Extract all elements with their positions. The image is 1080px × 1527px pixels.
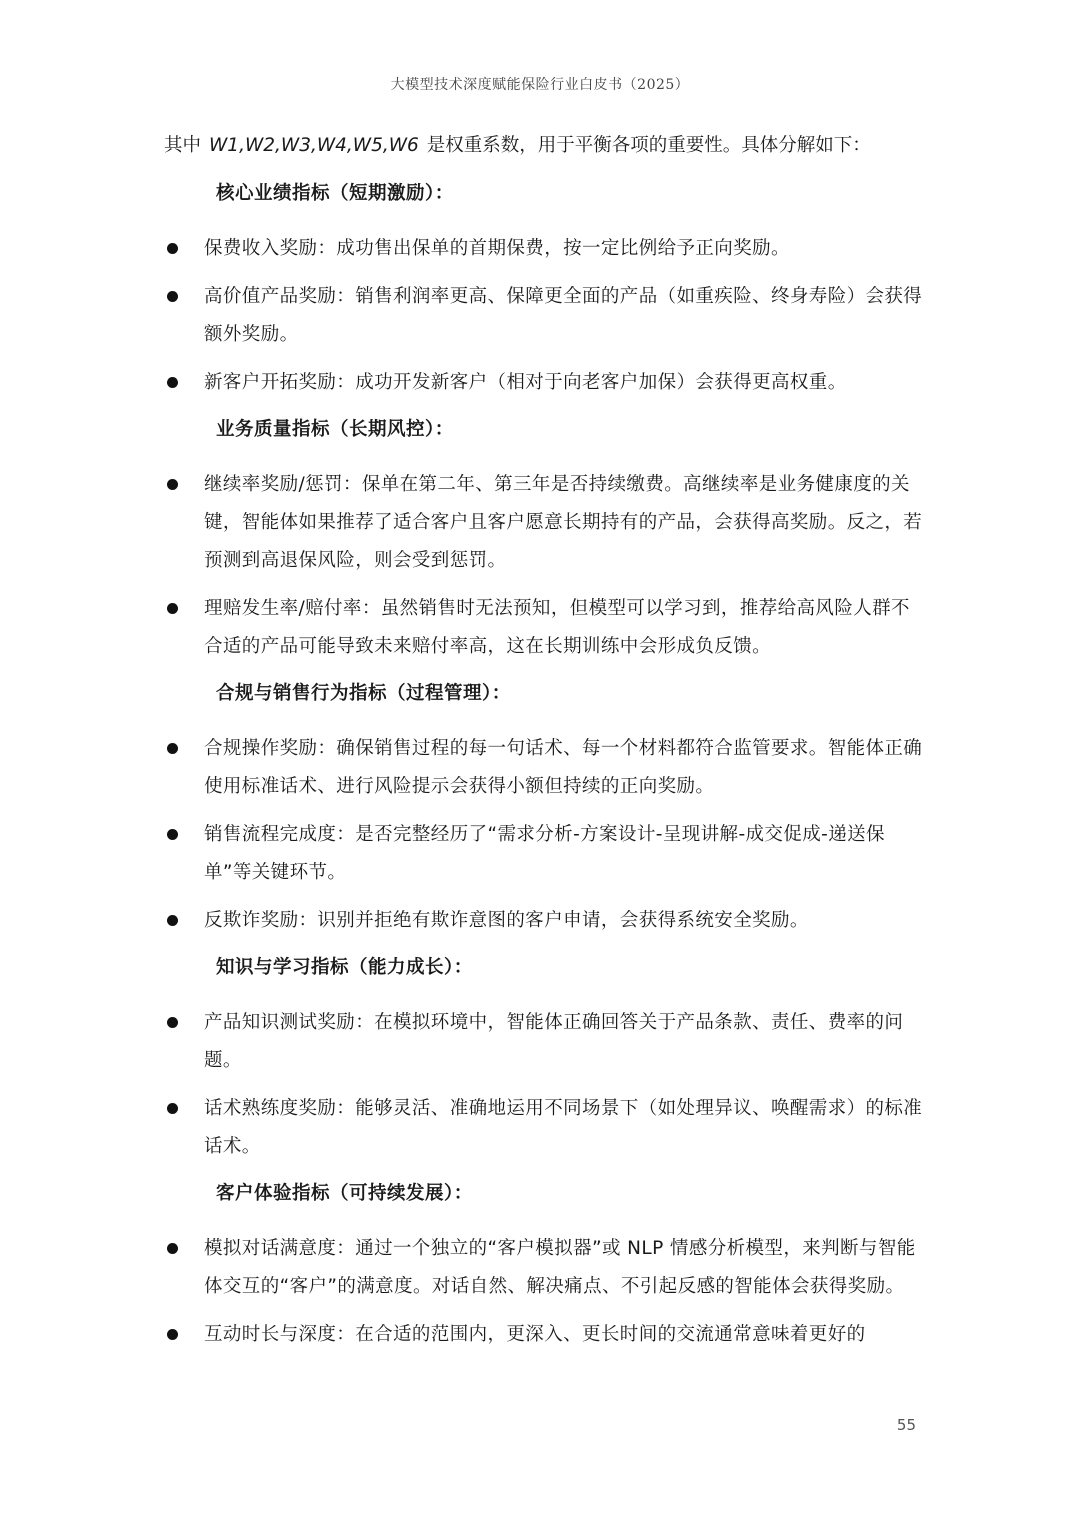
list-item-text: 话术熟练度奖励：能够灵活、准确地运用不同场景下（如处理异议、唤醒需求）的标准话术。 [204,1098,923,1157]
list-item-text: 模拟对话满意度：通过一个独立的“客户模拟器”或 NLP 情感分析模型，来判断与智能体交互的“客户”的满意度。对话自然、解决痛点、不引起反感的智能体会获得奖励。 [204,1238,916,1297]
list-item-text: 产品知识测试奖励：在模拟环境中，智能体正确回答关于产品条款、责任、费率的问题。 [204,1012,904,1071]
bullet-dot-icon [167,1017,178,1028]
page-content [164,128,924,1364]
bullet-dot-icon [167,243,178,254]
running-header: 大模型技术深度赋能保险行业白皮书（2025） [390,77,690,93]
section-heading-business-quality: 业务质量指标（长期风控）： [216,419,454,440]
list-item-text: 反欺诈奖励：识别并拒绝有欺诈意图的客户申请，会获得系统安全奖励。 [204,910,809,931]
list-item-text: 理赔发生率/赔付率：虽然销售时无法预知，但模型可以学习到，推荐给高风险人群不合适的产品可能导致未来赔付率高，这在长期训练中会形成负反馈。 [204,598,910,657]
bullet-dot-icon [167,479,178,490]
list-item [164,278,924,354]
list-item-text: 高价值产品奖励：销售利润率更高、保障更全面的产品（如重疾险、终身寿险）会获得额外奖励。 [204,286,923,345]
list-item [164,1004,924,1080]
bullet-dot-icon [167,377,178,388]
list-item-text: 新客户开拓奖励：成功开发新客户（相对于向老客户加保）会获得更高权重。 [204,372,847,393]
list-item [164,730,924,806]
bullet-dot-icon [167,915,178,926]
list-item-text: 销售流程完成度：是否完整经历了“需求分析-方案设计-呈现讲解-成交促成-递送保单”等关键环节。 [204,824,885,883]
list-item-text: 保费收入奖励：成功售出保单的首期保费，按一定比例给予正向奖励。 [204,238,790,259]
bullet-dot-icon [167,1103,178,1114]
bullet-dot-icon [167,743,178,754]
list-item-text: 继续率奖励/惩罚：保单在第二年、第三年是否持续缴费。高继续率是业务健康度的关键，智能体如果推荐了适合客户且客户愿意长期持有的产品，会获得高奖励。反之，若预测到高退保风险，则会受到惩罚。 [204,474,923,571]
section-heading-core-performance: 核心业绩指标（短期激励）： [216,183,454,204]
bullet-dot-icon [167,291,178,302]
list-item [164,590,924,666]
bullet-dot-icon [167,1329,178,1340]
section-heading-customer-experience: 客户体验指标（可持续发展）： [216,1183,473,1204]
list-item [164,816,924,892]
weight-symbols: W1,W2,W3,W4,W5,W6 [209,135,419,156]
bullet-dot-icon [167,829,178,840]
bullet-dot-icon [167,603,178,614]
list-item [164,230,924,268]
list-item [164,364,924,402]
list-item [164,1230,924,1306]
list-item [164,466,924,580]
list-item [164,1090,924,1166]
section-heading-knowledge: 知识与学习指标（能力成长）： [216,957,473,978]
section-heading-compliance: 合规与销售行为指标（过程管理）： [216,683,511,704]
list-item [164,902,924,940]
intro-prefix: 其中 [164,135,202,156]
bullet-dot-icon [167,1243,178,1254]
list-item-text: 合规操作奖励：确保销售过程的每一句话术、每一个材料都符合监管要求。智能体正确使用标准话术、进行风险提示会获得小额但持续的正向奖励。 [204,738,923,797]
intro-suffix: 是权重系数，用于平衡各项的重要性。具体分解如下： [426,135,871,156]
list-item-text: 互动时长与深度：在合适的范围内，更深入、更长时间的交流通常意味着更好的 [204,1324,866,1345]
intro-paragraph [164,128,924,164]
page-number: 55 [896,1416,916,1434]
list-item [164,1316,924,1354]
